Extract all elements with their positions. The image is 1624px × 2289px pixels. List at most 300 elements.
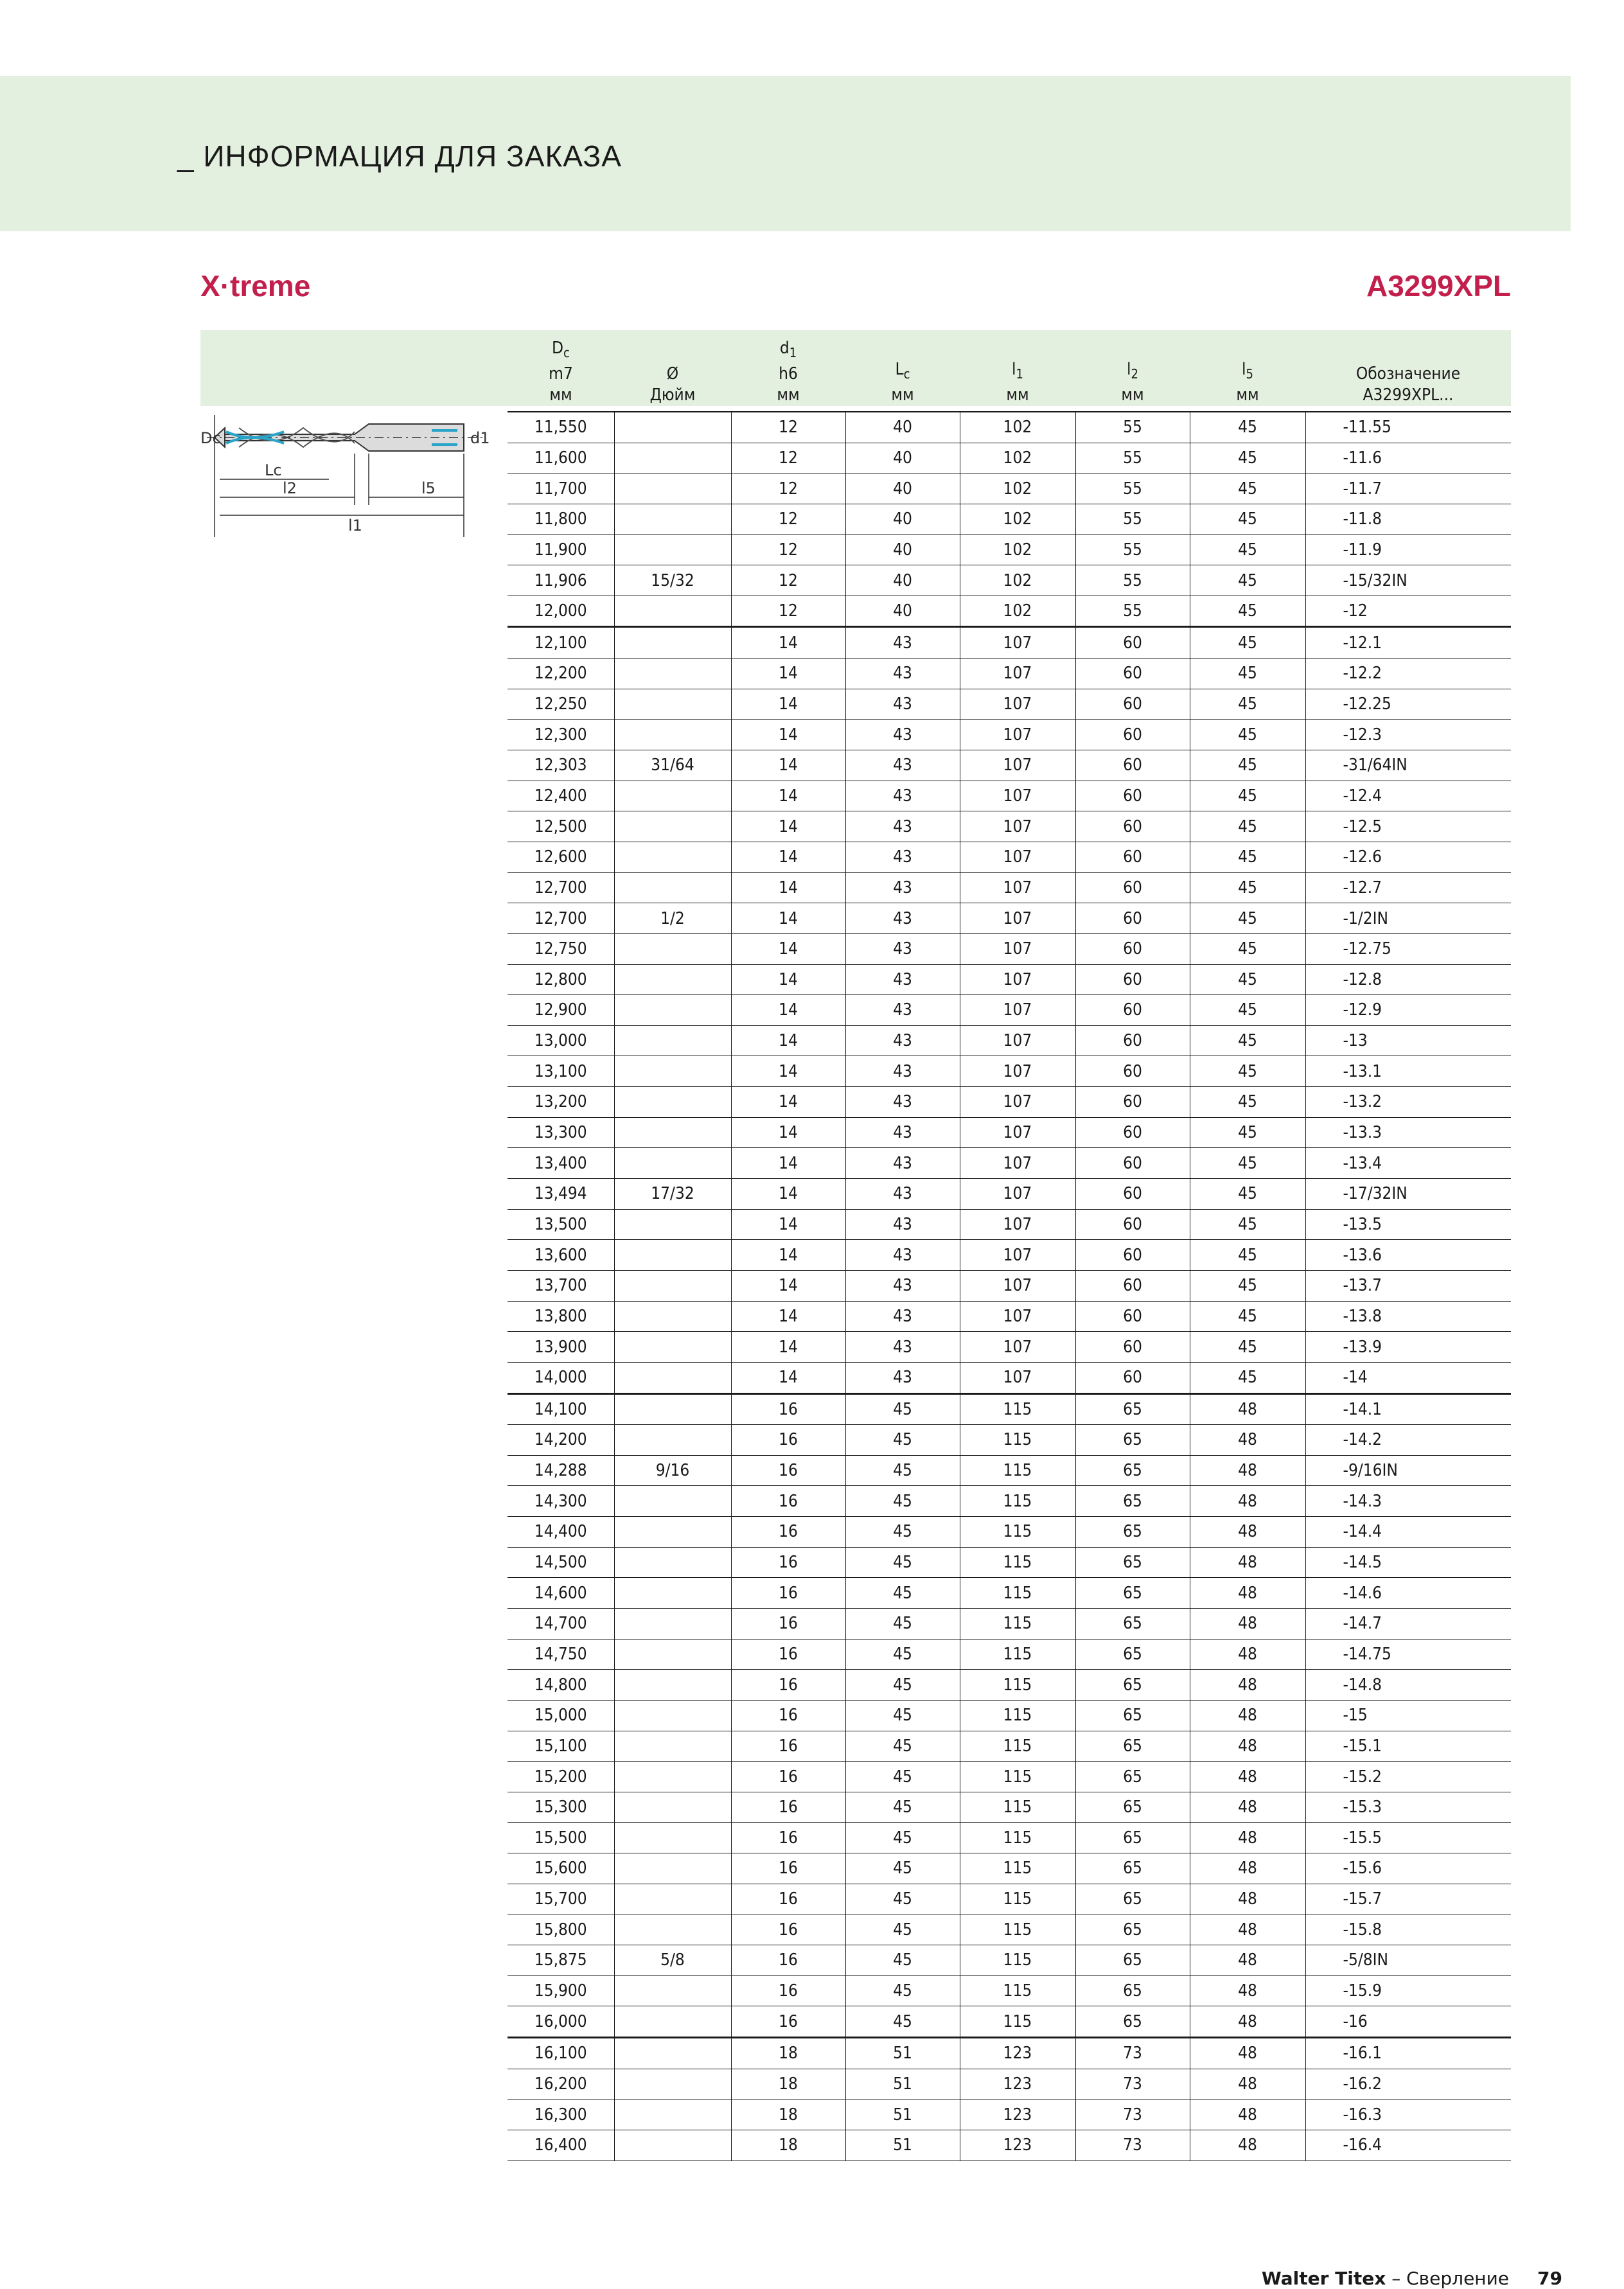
table-cell: 14 — [731, 872, 845, 903]
table-cell: 45 — [1190, 412, 1305, 443]
table-cell: 65 — [1075, 1853, 1190, 1884]
label-l2: l2 — [283, 479, 297, 497]
table-cell: 14 — [731, 995, 845, 1026]
table-cell: 40 — [845, 504, 960, 535]
table-row — [508, 1393, 1511, 1425]
table-cell: 48 — [1190, 1945, 1305, 1976]
table-cell: 115 — [960, 1945, 1075, 1976]
table-cell: 16 — [731, 1975, 845, 2006]
table-cell: 45 — [845, 1608, 960, 1639]
table-cell: 107 — [960, 964, 1075, 995]
table-cell: 43 — [845, 964, 960, 995]
table-cell — [614, 535, 731, 565]
table-cell: 115 — [960, 1578, 1075, 1609]
column-subscript: 1 — [789, 345, 797, 360]
table-cell: 14,100 — [508, 1393, 614, 1425]
table-cell: 12,700 — [508, 872, 614, 903]
table-cell: 48 — [1190, 1670, 1305, 1701]
table-cell: 45 — [845, 1884, 960, 1914]
table-cell: 14 — [731, 903, 845, 934]
table-cell: 45 — [1190, 1148, 1305, 1179]
table-cell: 45 — [1190, 1025, 1305, 1056]
table-cell: -13.5 — [1305, 1209, 1511, 1240]
table-cell: 45 — [845, 1639, 960, 1670]
table-cell: -12.6 — [1305, 842, 1511, 872]
column-symbol: L — [895, 359, 904, 379]
table-row — [508, 903, 1511, 934]
table-row — [508, 2006, 1511, 2038]
column-tolerance: m7 — [549, 364, 573, 384]
table-cell: 65 — [1075, 1823, 1190, 1853]
table-cell: 115 — [960, 1853, 1075, 1884]
column-header — [1305, 330, 1511, 412]
table-cell: -13 — [1305, 1025, 1511, 1056]
table-cell: 48 — [1190, 1823, 1305, 1853]
table-row — [508, 627, 1511, 658]
table-cell: 60 — [1075, 903, 1190, 934]
table-cell: 13,200 — [508, 1087, 614, 1118]
table-cell: 65 — [1075, 1578, 1190, 1609]
table-cell: -12.8 — [1305, 964, 1511, 995]
table-cell: 73 — [1075, 2099, 1190, 2130]
table-row — [508, 1608, 1511, 1639]
table-cell: 16,300 — [508, 2099, 614, 2130]
table-cell — [614, 1823, 731, 1853]
table-cell: 14 — [731, 1301, 845, 1332]
table-cell: -14.7 — [1305, 1608, 1511, 1639]
table-cell: 45 — [845, 1393, 960, 1425]
table-cell: 73 — [1075, 2130, 1190, 2161]
table-cell — [614, 1517, 731, 1548]
table-cell: 65 — [1075, 1455, 1190, 1486]
table-cell: 12 — [731, 412, 845, 443]
table-cell: 12,800 — [508, 964, 614, 995]
table-cell: 43 — [845, 750, 960, 781]
table-cell — [614, 811, 731, 842]
table-cell: 45 — [1190, 1117, 1305, 1148]
page-footer — [1262, 2268, 1562, 2289]
table-cell: 65 — [1075, 1486, 1190, 1517]
table-cell: 65 — [1075, 1731, 1190, 1762]
table-cell: 115 — [960, 1731, 1075, 1762]
table-cell: 48 — [1190, 1639, 1305, 1670]
column-unit: A3299XPL... — [1363, 385, 1454, 405]
table-cell: 45 — [845, 1425, 960, 1456]
table-row — [508, 1362, 1511, 1393]
table-cell: 43 — [845, 1270, 960, 1301]
table-cell: 115 — [960, 1884, 1075, 1914]
table-cell — [614, 1884, 731, 1914]
table-cell — [614, 995, 731, 1026]
table-cell: 14 — [731, 627, 845, 658]
table-cell: 65 — [1075, 1914, 1190, 1945]
table-row — [508, 1270, 1511, 1301]
table-row — [508, 1087, 1511, 1118]
table-cell: 107 — [960, 872, 1075, 903]
table-cell: 16 — [731, 1639, 845, 1670]
table-cell: -15.5 — [1305, 1823, 1511, 1853]
table-row — [508, 811, 1511, 842]
table-cell: 16 — [731, 1914, 845, 1945]
table-cell: -14.8 — [1305, 1670, 1511, 1701]
table-row — [508, 1792, 1511, 1823]
table-row — [508, 1332, 1511, 1363]
table-cell: 15,100 — [508, 1731, 614, 1762]
table-cell: 43 — [845, 842, 960, 872]
table-cell: 13,300 — [508, 1117, 614, 1148]
table-row — [508, 658, 1511, 689]
table-cell: 14 — [731, 689, 845, 720]
table-cell: 11,900 — [508, 535, 614, 565]
table-cell: 15,875 — [508, 1945, 614, 1976]
table-cell: 18 — [731, 2037, 845, 2069]
table-cell — [614, 1547, 731, 1578]
table-cell — [614, 720, 731, 750]
table-cell: -13.8 — [1305, 1301, 1511, 1332]
table-cell: 107 — [960, 811, 1075, 842]
table-cell: 14 — [731, 933, 845, 964]
table-cell: 48 — [1190, 1578, 1305, 1609]
table-cell: 60 — [1075, 842, 1190, 872]
table-cell: -12.4 — [1305, 781, 1511, 811]
table-cell: 45 — [1190, 1270, 1305, 1301]
table-cell — [614, 2006, 731, 2038]
table-cell: 60 — [1075, 1209, 1190, 1240]
table-cell: 13,700 — [508, 1270, 614, 1301]
table-cell: -13.1 — [1305, 1056, 1511, 1087]
table-cell: 45 — [1190, 1301, 1305, 1332]
table-row — [508, 1486, 1511, 1517]
table-cell — [614, 1425, 731, 1456]
table-cell: 45 — [1190, 750, 1305, 781]
table-cell: 14 — [731, 658, 845, 689]
table-cell: 40 — [845, 535, 960, 565]
table-cell: -11.55 — [1305, 412, 1511, 443]
table-row — [508, 1853, 1511, 1884]
table-cell: 45 — [1190, 1362, 1305, 1393]
table-cell: -12.3 — [1305, 720, 1511, 750]
table-cell: 14 — [731, 842, 845, 872]
table-cell: -12.2 — [1305, 658, 1511, 689]
table-cell: 45 — [1190, 473, 1305, 504]
table-row — [508, 689, 1511, 720]
column-symbol: Ø — [666, 364, 679, 384]
table-cell: 48 — [1190, 1731, 1305, 1762]
table-row — [508, 1517, 1511, 1548]
table-cell: 115 — [960, 1792, 1075, 1823]
table-cell: 102 — [960, 412, 1075, 443]
table-cell: 40 — [845, 596, 960, 627]
table-row — [508, 1425, 1511, 1456]
table-cell: 45 — [845, 1455, 960, 1486]
table-cell: -15.3 — [1305, 1792, 1511, 1823]
table-cell: 14 — [731, 781, 845, 811]
table-cell: 40 — [845, 443, 960, 473]
product-code: A3299XPL — [1366, 269, 1511, 303]
table-cell: 16 — [731, 1578, 845, 1609]
table-cell: 14 — [731, 1240, 845, 1271]
table-cell: 115 — [960, 1639, 1075, 1670]
table-cell — [614, 1087, 731, 1118]
table-cell: 115 — [960, 1670, 1075, 1701]
table-cell: 43 — [845, 689, 960, 720]
table-cell: 15,900 — [508, 1975, 614, 2006]
table-cell: 14 — [731, 1362, 845, 1393]
table-row — [508, 1240, 1511, 1271]
table-cell: 55 — [1075, 443, 1190, 473]
table-cell: 60 — [1075, 1179, 1190, 1210]
table-cell: 60 — [1075, 1148, 1190, 1179]
table-cell: 60 — [1075, 933, 1190, 964]
table-cell: -12.75 — [1305, 933, 1511, 964]
brand-label: X·treme — [200, 269, 311, 303]
table-row — [508, 1914, 1511, 1945]
table-cell: 12 — [731, 504, 845, 535]
table-cell: 13,494 — [508, 1179, 614, 1210]
table-row — [508, 412, 1511, 443]
table-body — [508, 412, 1511, 2161]
table-cell — [614, 1700, 731, 1731]
table-cell: -16.2 — [1305, 2069, 1511, 2099]
table-cell — [614, 2069, 731, 2099]
table-cell: 16,100 — [508, 2037, 614, 2069]
table-cell: 48 — [1190, 2069, 1305, 2099]
table-cell: 12,200 — [508, 658, 614, 689]
table-cell: 14 — [731, 811, 845, 842]
table-cell — [614, 872, 731, 903]
table-cell: 48 — [1190, 1517, 1305, 1548]
table-cell — [614, 1332, 731, 1363]
table-cell — [614, 964, 731, 995]
table-cell: 45 — [845, 1792, 960, 1823]
table-cell: 43 — [845, 720, 960, 750]
table-cell: 60 — [1075, 689, 1190, 720]
table-cell — [614, 1639, 731, 1670]
table-cell: 107 — [960, 689, 1075, 720]
table-cell — [614, 1853, 731, 1884]
table-cell: 43 — [845, 933, 960, 964]
table-cell: 15,000 — [508, 1700, 614, 1731]
table-cell: 12,250 — [508, 689, 614, 720]
table-row — [508, 2099, 1511, 2130]
table-cell: 40 — [845, 473, 960, 504]
label-l1: l1 — [348, 517, 362, 535]
table-cell — [614, 1240, 731, 1271]
table-cell: 65 — [1075, 1670, 1190, 1701]
table-cell: 43 — [845, 903, 960, 934]
table-cell: 16 — [731, 1884, 845, 1914]
table-cell: 48 — [1190, 2037, 1305, 2069]
table-cell: 14 — [731, 1117, 845, 1148]
table-cell: -11.9 — [1305, 535, 1511, 565]
table-cell: 73 — [1075, 2037, 1190, 2069]
table-cell: 45 — [1190, 995, 1305, 1026]
table-cell: 14 — [731, 1209, 845, 1240]
table-cell: 13,100 — [508, 1056, 614, 1087]
column-symbol: l — [1242, 359, 1246, 379]
table-cell: 48 — [1190, 1393, 1305, 1425]
table-row — [508, 1670, 1511, 1701]
table-cell: 14,200 — [508, 1425, 614, 1456]
table-cell: 107 — [960, 842, 1075, 872]
table-row — [508, 1975, 1511, 2006]
column-unit: Дюйм — [649, 385, 696, 405]
table-row — [508, 1209, 1511, 1240]
table-cell: 12,900 — [508, 995, 614, 1026]
table-cell: -15/32IN — [1305, 565, 1511, 596]
table-cell: 123 — [960, 2069, 1075, 2099]
table-cell: 14 — [731, 720, 845, 750]
column-header — [1075, 330, 1190, 412]
table-cell: 43 — [845, 1301, 960, 1332]
table-cell: 115 — [960, 1914, 1075, 1945]
table-cell: 60 — [1075, 1362, 1190, 1393]
table-cell: 45 — [845, 1823, 960, 1853]
table-cell: 60 — [1075, 1332, 1190, 1363]
table-row — [508, 535, 1511, 565]
table-cell: 16 — [731, 1945, 845, 1976]
table-cell: -15.2 — [1305, 1762, 1511, 1792]
table-cell: 45 — [1190, 872, 1305, 903]
table-cell: 13,900 — [508, 1332, 614, 1363]
table-cell — [614, 689, 731, 720]
table-cell: 107 — [960, 1362, 1075, 1393]
table-cell: -14 — [1305, 1362, 1511, 1393]
table-cell: 115 — [960, 1547, 1075, 1578]
table-cell: -12.1 — [1305, 627, 1511, 658]
table-cell: -31/64IN — [1305, 750, 1511, 781]
table-cell: 45 — [845, 1700, 960, 1731]
table-cell: 15,600 — [508, 1853, 614, 1884]
table-cell: 43 — [845, 1117, 960, 1148]
table-cell: 65 — [1075, 1425, 1190, 1456]
table-cell: 115 — [960, 1762, 1075, 1792]
table-cell: -15.1 — [1305, 1731, 1511, 1762]
table-row — [508, 596, 1511, 627]
column-header — [960, 330, 1075, 412]
table-cell: 123 — [960, 2130, 1075, 2161]
table-cell: 43 — [845, 658, 960, 689]
table-cell: -15.6 — [1305, 1853, 1511, 1884]
table-cell: 16 — [731, 1517, 845, 1548]
table-cell: 107 — [960, 1209, 1075, 1240]
table-cell: 60 — [1075, 720, 1190, 750]
table-cell: -12.25 — [1305, 689, 1511, 720]
table-cell: 107 — [960, 781, 1075, 811]
column-subscript: 2 — [1131, 366, 1138, 382]
table-row — [508, 842, 1511, 872]
table-cell: 65 — [1075, 1547, 1190, 1578]
table-cell: 55 — [1075, 504, 1190, 535]
table-cell: -13.9 — [1305, 1332, 1511, 1363]
table-cell — [614, 1025, 731, 1056]
table-cell: 1/2 — [614, 903, 731, 934]
table-cell: 14 — [731, 1148, 845, 1179]
table-cell — [614, 2130, 731, 2161]
table-cell: 107 — [960, 1332, 1075, 1363]
table-row — [508, 1455, 1511, 1486]
column-header — [845, 330, 960, 412]
table-cell: -17/32IN — [1305, 1179, 1511, 1210]
table-cell: 43 — [845, 627, 960, 658]
table-cell: 43 — [845, 1179, 960, 1210]
column-symbol: d — [779, 338, 790, 358]
table-row — [508, 1301, 1511, 1332]
table-cell: 16,000 — [508, 2006, 614, 2038]
table-cell: 60 — [1075, 1025, 1190, 1056]
table-cell: 65 — [1075, 1639, 1190, 1670]
table-cell: 60 — [1075, 781, 1190, 811]
table-cell: 48 — [1190, 1486, 1305, 1517]
table-cell: 18 — [731, 2069, 845, 2099]
table-cell: 14,600 — [508, 1578, 614, 1609]
table-cell: 115 — [960, 1975, 1075, 2006]
table-cell: 45 — [1190, 1179, 1305, 1210]
table-cell: 12,750 — [508, 933, 614, 964]
table-header-row — [508, 330, 1511, 412]
table-row — [508, 565, 1511, 596]
table-cell: 107 — [960, 1117, 1075, 1148]
table-cell: -13.3 — [1305, 1117, 1511, 1148]
table-cell — [614, 1731, 731, 1762]
table-cell: 16 — [731, 1731, 845, 1762]
table-row — [508, 872, 1511, 903]
table-cell: 107 — [960, 627, 1075, 658]
table-cell: 45 — [845, 1914, 960, 1945]
table-cell: 107 — [960, 1087, 1075, 1118]
table-row — [508, 1578, 1511, 1609]
table-row — [508, 1056, 1511, 1087]
column-header — [508, 330, 614, 412]
label-l5: l5 — [421, 479, 436, 497]
table-cell: 60 — [1075, 750, 1190, 781]
table-cell: 60 — [1075, 1301, 1190, 1332]
table-cell: -12.7 — [1305, 872, 1511, 903]
table-row — [508, 1700, 1511, 1731]
table-cell: 60 — [1075, 1117, 1190, 1148]
column-unit: мм — [777, 385, 800, 405]
label-d1: d1 — [470, 429, 490, 447]
table-cell: 102 — [960, 565, 1075, 596]
table-cell: 43 — [845, 1025, 960, 1056]
table-cell: 65 — [1075, 1975, 1190, 2006]
table-cell — [614, 1393, 731, 1425]
table-cell: 107 — [960, 658, 1075, 689]
table-cell: 14 — [731, 750, 845, 781]
table-cell: 107 — [960, 903, 1075, 934]
table-cell — [614, 1914, 731, 1945]
table-row — [508, 1148, 1511, 1179]
table-cell: 43 — [845, 1240, 960, 1271]
table-cell: -16.4 — [1305, 2130, 1511, 2161]
table-cell: 43 — [845, 1209, 960, 1240]
table-cell: 45 — [1190, 443, 1305, 473]
table-cell: 45 — [845, 1486, 960, 1517]
table-cell: 65 — [1075, 1517, 1190, 1548]
table-row — [508, 2069, 1511, 2099]
table-cell: -12.5 — [1305, 811, 1511, 842]
table-row — [508, 473, 1511, 504]
table-cell: 14 — [731, 1270, 845, 1301]
table-cell: 102 — [960, 473, 1075, 504]
table-cell: 102 — [960, 443, 1075, 473]
table-cell: 16 — [731, 1486, 845, 1517]
table-cell: 15,300 — [508, 1792, 614, 1823]
table-cell: 123 — [960, 2037, 1075, 2069]
table-cell: 45 — [845, 1731, 960, 1762]
table-cell: 16 — [731, 2006, 845, 2038]
table-cell: 60 — [1075, 995, 1190, 1026]
